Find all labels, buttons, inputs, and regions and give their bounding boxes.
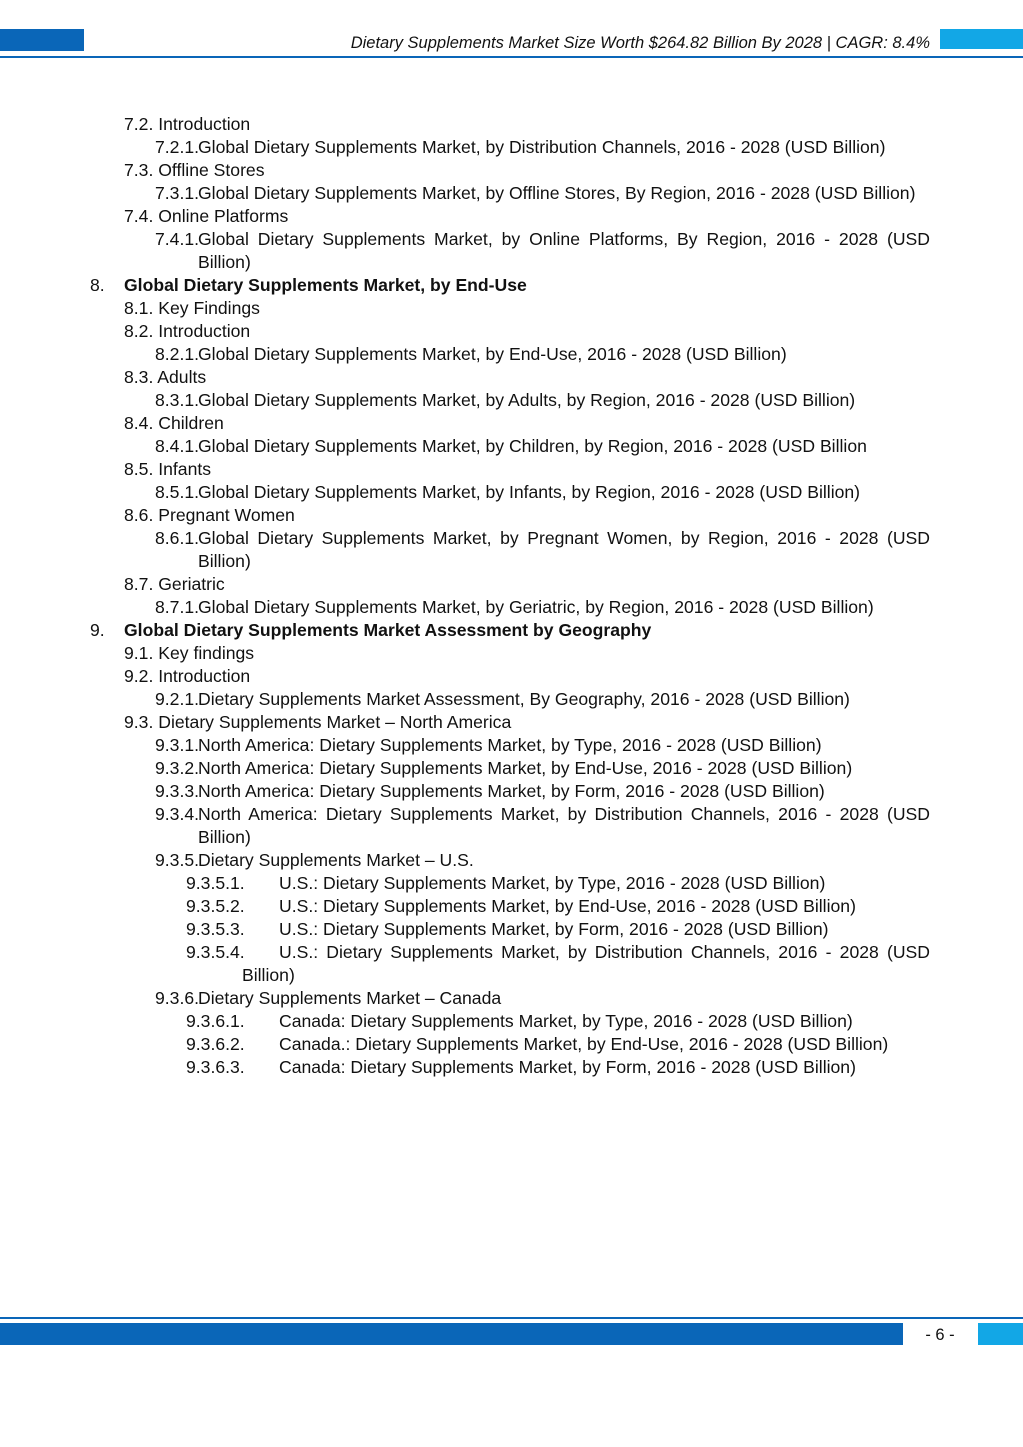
toc-entry-level-2 — [155, 136, 930, 159]
toc-entry-text: Dietary Supplements Market – Canada — [198, 988, 502, 1008]
toc-entry-number: 8.7.1. — [155, 597, 200, 617]
toc-entry-number: 9.2.1. — [155, 689, 200, 709]
toc-entry-text: Key findings — [158, 643, 255, 663]
toc-entry-level-1 — [124, 320, 930, 343]
toc-entry-level-2 — [155, 688, 930, 711]
toc-entry-text: North America: Dietary Supplements Market, by Type, 2016 - 2028 (USD Billion) — [198, 735, 822, 755]
toc-entry-level-1 — [124, 665, 930, 688]
toc-entry-text: Children — [158, 413, 224, 433]
toc-entry-text: Geriatric — [158, 574, 225, 594]
toc-entry-number: 9.3.5.2. — [186, 896, 245, 916]
toc-entry-level-1 — [124, 366, 930, 389]
footer-rule — [0, 1317, 1023, 1319]
toc-entry-text: Dietary Supplements Market – North America — [158, 712, 512, 732]
toc-entry-text: Global Dietary Supplements Market, by End-Use — [124, 275, 527, 295]
toc-entry-level-1 — [124, 458, 930, 481]
toc-entry-text: U.S.: Dietary Supplements Market, by Form, 2016 - 2028 (USD Billion) — [279, 919, 829, 939]
toc-entry-level-2 — [155, 527, 930, 573]
toc-entry-number: 9.3.6.1. — [186, 1011, 245, 1031]
toc-entry-text: Global Dietary Supplements Market, by Offline Stores, By Region, 2016 - 2028 (USD Billion) — [198, 183, 916, 203]
toc-entry-text: Infants — [158, 459, 212, 479]
toc-entry-level-2 — [155, 849, 930, 872]
toc-entry-text: Global Dietary Supplements Market Assessment by Geography — [124, 620, 652, 640]
toc-entry-level-2 — [155, 757, 930, 780]
toc-entry-level-2 — [155, 596, 930, 619]
toc-entry-number: 9.3.5.3. — [186, 919, 245, 939]
toc-entry-number: 8.1. — [124, 298, 154, 318]
toc-entry-number: 8.6. — [124, 505, 154, 525]
toc-entry-level-2 — [155, 803, 930, 849]
toc-entry-level-1 — [124, 113, 930, 136]
toc-entry-number: 8.3. — [124, 367, 154, 387]
toc-entry-number: 8.5.1. — [155, 482, 200, 502]
toc-entry-number: 9.3.6.3. — [186, 1057, 245, 1077]
toc-entry-level-0 — [90, 619, 930, 642]
toc-entry-text: Global Dietary Supplements Market, by Pregnant Women, by Region, 2016 - 2028 (USD Billion) — [198, 528, 930, 571]
toc-entry-level-3 — [186, 872, 930, 895]
toc-entry-number: 8. — [90, 275, 105, 295]
toc-entry-text: Global Dietary Supplements Market, by Infants, by Region, 2016 - 2028 (USD Billion) — [198, 482, 861, 502]
toc-entry-level-3 — [186, 941, 930, 987]
toc-entry-level-2 — [155, 481, 930, 504]
toc-entry-level-2 — [155, 780, 930, 803]
toc-entry-number: 9. — [90, 620, 105, 640]
header-accent-right — [940, 29, 1023, 49]
toc-entry-text: Pregnant Women — [158, 505, 295, 525]
toc-entry-number: 9.3.5.1. — [186, 873, 245, 893]
toc-entry-number: 7.3. — [124, 160, 154, 180]
toc-entry-text: Global Dietary Supplements Market, by Children, by Region, 2016 - 2028 (USD Billion — [198, 436, 867, 456]
toc-entry-level-1 — [124, 205, 930, 228]
toc-entry-text: Canada: Dietary Supplements Market, by Form, 2016 - 2028 (USD Billion) — [279, 1057, 856, 1077]
toc-entry-text: Global Dietary Supplements Market, by Online Platforms, By Region, 2016 - 2028 (USD Billion) — [198, 229, 930, 272]
toc-entry-text: Online Platforms — [158, 206, 289, 226]
toc-entry-text: Introduction — [158, 114, 251, 134]
toc-entry-level-2 — [155, 435, 930, 458]
toc-entry-number: 8.5. — [124, 459, 154, 479]
toc-entry-level-1 — [124, 642, 930, 665]
page-number: - 6 - — [925, 1326, 955, 1344]
toc-entry-number: 8.4.1. — [155, 436, 200, 456]
toc-entry-level-2 — [155, 182, 930, 205]
footer-band — [0, 1323, 903, 1345]
toc-entry-text: U.S.: Dietary Supplements Market, by End-Use, 2016 - 2028 (USD Billion) — [279, 896, 856, 916]
footer-accent-right — [978, 1323, 1023, 1345]
toc-entry-level-2 — [155, 734, 930, 757]
toc-entry-number: 8.6.1. — [155, 528, 200, 548]
table-of-contents — [0, 113, 1023, 1079]
toc-entry-text: Canada: Dietary Supplements Market, by Type, 2016 - 2028 (USD Billion) — [279, 1011, 853, 1031]
header-rule — [0, 56, 1023, 58]
toc-entry-text: North America: Dietary Supplements Market, by Form, 2016 - 2028 (USD Billion) — [198, 781, 825, 801]
toc-entry-number: 9.3.4. — [155, 804, 200, 824]
toc-entry-level-0 — [90, 274, 930, 297]
toc-entry-number: 9.3.6.2. — [186, 1034, 245, 1054]
toc-entry-level-2 — [155, 343, 930, 366]
toc-entry-text: Offline Stores — [158, 160, 265, 180]
toc-entry-number: 8.7. — [124, 574, 154, 594]
toc-entry-level-3 — [186, 1010, 930, 1033]
toc-entry-text: Key Findings — [158, 298, 260, 318]
toc-entry-number: 9.2. — [124, 666, 154, 686]
toc-entry-level-3 — [186, 1056, 930, 1079]
toc-entry-text: Introduction — [158, 321, 251, 341]
toc-entry-text: Dietary Supplements Market – U.S. — [198, 850, 474, 870]
toc-entry-text: Global Dietary Supplements Market, by Adults, by Region, 2016 - 2028 (USD Billion) — [198, 390, 856, 410]
toc-entry-level-1 — [124, 297, 930, 320]
toc-entry-text: Global Dietary Supplements Market, by End-Use, 2016 - 2028 (USD Billion) — [198, 344, 787, 364]
toc-entry-number: 9.3. — [124, 712, 154, 732]
toc-entry-number: 9.3.5.4. — [186, 942, 245, 962]
toc-entry-level-3 — [186, 1033, 930, 1056]
toc-entry-level-2 — [155, 389, 930, 412]
page-header-title: Dietary Supplements Market Size Worth $264.82 Billion By 2028 | CAGR: 8.4% — [350, 34, 930, 52]
toc-entry-number: 7.2.1. — [155, 137, 200, 157]
toc-entry-text: North America: Dietary Supplements Market, by Distribution Channels, 2016 - 2028 (USD Billion) — [198, 804, 930, 847]
toc-entry-text: Dietary Supplements Market Assessment, By Geography, 2016 - 2028 (USD Billion) — [198, 689, 850, 709]
toc-entry-text: Introduction — [158, 666, 251, 686]
toc-entry-text: U.S.: Dietary Supplements Market, by Distribution Channels, 2016 - 2028 (USD Billion) — [242, 942, 930, 985]
toc-entry-number: 9.1. — [124, 643, 154, 663]
toc-entry-text: Canada.: Dietary Supplements Market, by End-Use, 2016 - 2028 (USD Billion) — [279, 1034, 889, 1054]
toc-entry-text: Adults — [157, 367, 207, 387]
toc-entry-number: 8.3.1. — [155, 390, 200, 410]
toc-entry-level-3 — [186, 918, 930, 941]
toc-entry-level-3 — [186, 895, 930, 918]
toc-entry-number: 9.3.3. — [155, 781, 200, 801]
toc-entry-text: Global Dietary Supplements Market, by Distribution Channels, 2016 - 2028 (USD Billion) — [198, 137, 886, 157]
toc-entry-level-1 — [124, 412, 930, 435]
toc-entry-level-2 — [155, 228, 930, 274]
toc-entry-number: 9.3.1. — [155, 735, 200, 755]
toc-entry-number: 7.2. — [124, 114, 154, 134]
toc-entry-number: 8.2. — [124, 321, 154, 341]
toc-entry-level-1 — [124, 711, 930, 734]
toc-entry-number: 7.4. — [124, 206, 154, 226]
toc-entry-level-1 — [124, 504, 930, 527]
header-accent-left — [0, 29, 84, 51]
toc-entry-number: 9.3.5. — [155, 850, 200, 870]
toc-entry-level-1 — [124, 573, 930, 596]
toc-entry-level-2 — [155, 987, 930, 1010]
toc-entry-number: 7.3.1. — [155, 183, 200, 203]
toc-entry-level-1 — [124, 159, 930, 182]
toc-entry-number: 9.3.2. — [155, 758, 200, 778]
toc-entry-number: 7.4.1. — [155, 229, 200, 249]
toc-entry-number: 8.2.1. — [155, 344, 200, 364]
toc-entry-number: 8.4. — [124, 413, 154, 433]
toc-entry-text: Global Dietary Supplements Market, by Geriatric, by Region, 2016 - 2028 (USD Billion) — [198, 597, 874, 617]
toc-entry-text: North America: Dietary Supplements Market, by End-Use, 2016 - 2028 (USD Billion) — [198, 758, 853, 778]
toc-entry-number: 9.3.6. — [155, 988, 200, 1008]
toc-entry-text: U.S.: Dietary Supplements Market, by Type, 2016 - 2028 (USD Billion) — [279, 873, 826, 893]
